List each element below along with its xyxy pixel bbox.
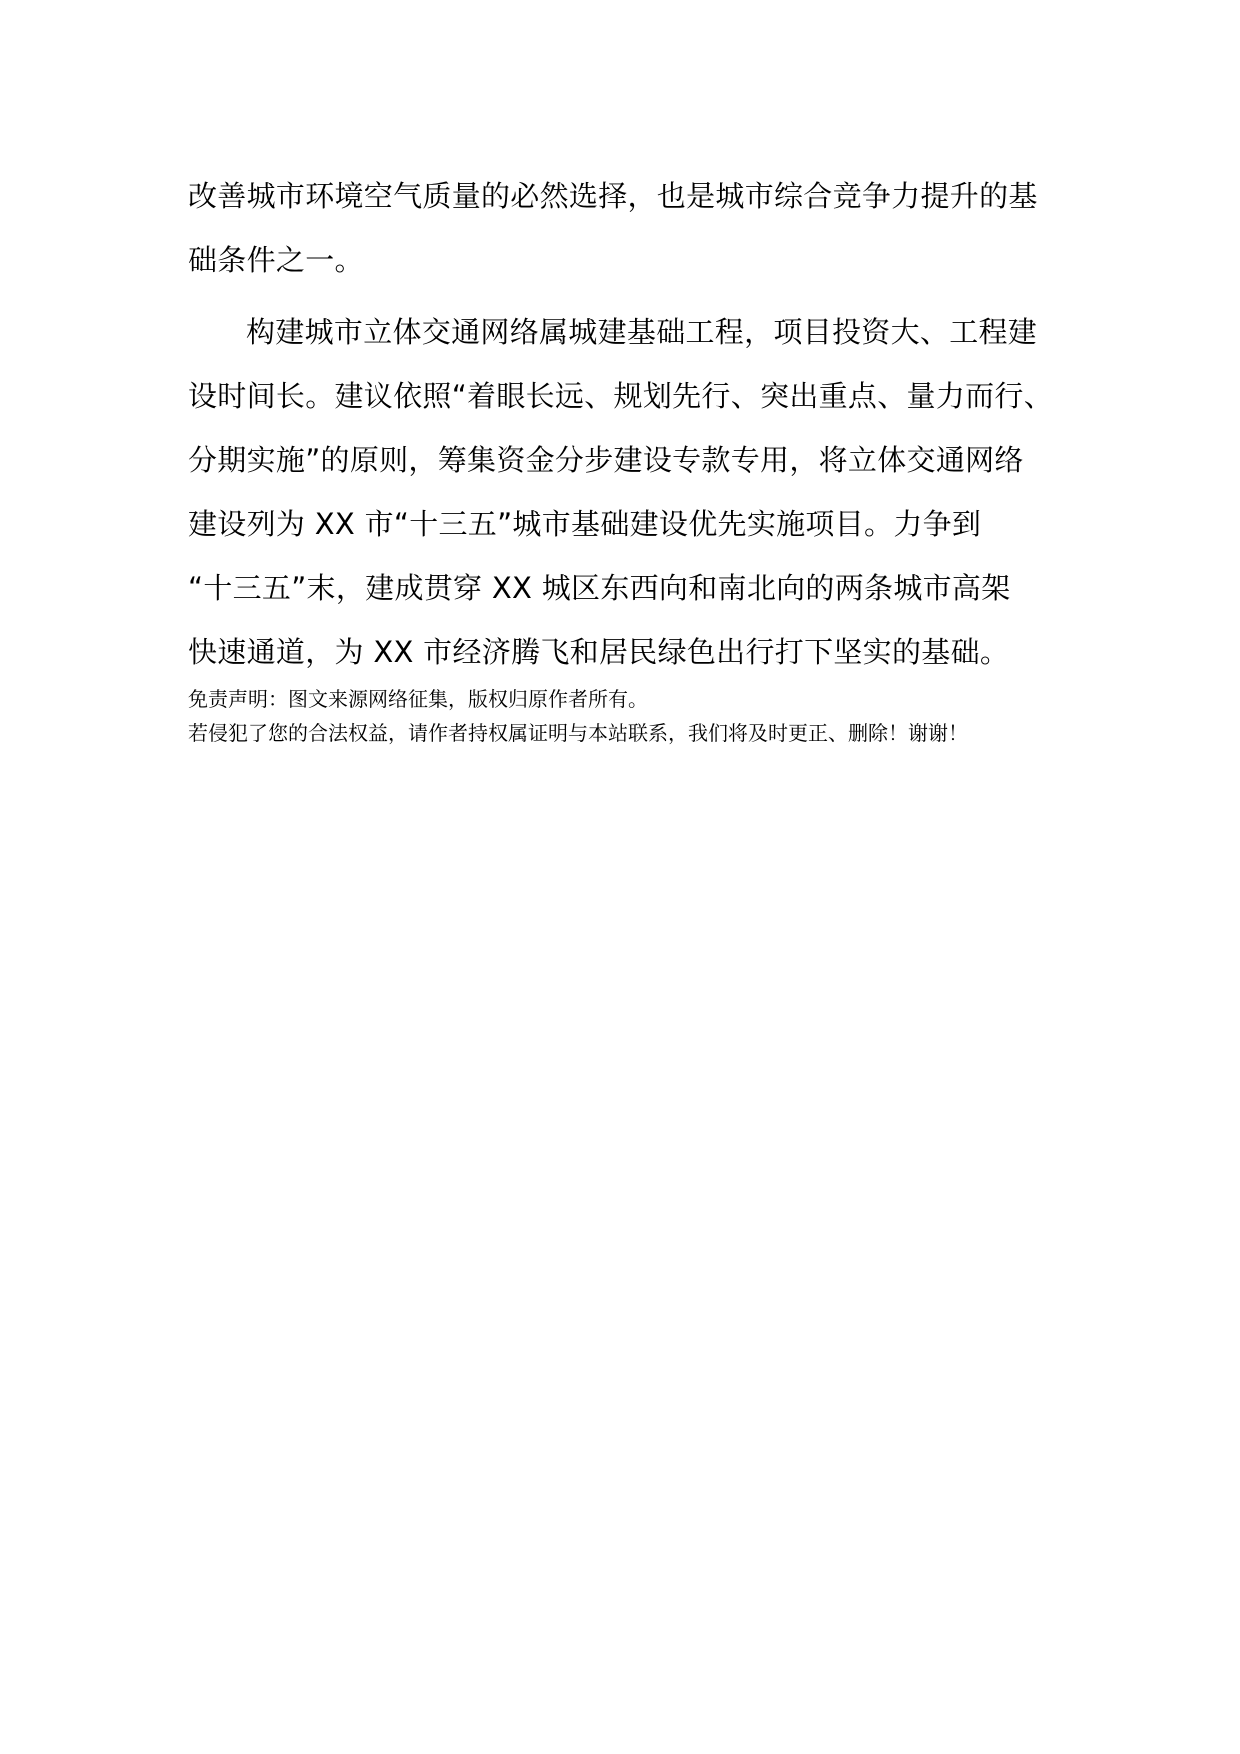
paragraph-line: 设时间长。建议依照“着眼长远、规划先行、突出重点、量力而行、 xyxy=(188,379,1054,413)
disclaimer-line: 免责声明：图文来源网络征集，版权归原作者所有。 xyxy=(188,687,648,711)
paragraph-line: “十三五”末，建成贯穿 XX 城区东西向和南北向的两条城市高架 xyxy=(188,571,1011,605)
paragraph-line: 建设列为 XX 市“十三五”城市基础建设优先实施项目。力争到 xyxy=(188,507,982,541)
paragraph-line: 改善城市环境空气质量的必然选择，也是城市综合竞争力提升的基 xyxy=(188,179,1038,213)
disclaimer-line: 若侵犯了您的合法权益，请作者持权属证明与本站联系，我们将及时更正、删除！谢谢！ xyxy=(188,721,968,745)
paragraph-line: 分期实施”的原则，筹集资金分步建设专款专用，将立体交通网络 xyxy=(188,443,1024,477)
paragraph-line: 快速通道，为 XX 市经济腾飞和居民绿色出行打下坚实的基础。 xyxy=(188,635,1010,669)
paragraph-line: 础条件之一。 xyxy=(188,243,364,277)
paragraph-line: 构建城市立体交通网络属城建基础工程，项目投资大、工程建 xyxy=(246,315,1038,349)
